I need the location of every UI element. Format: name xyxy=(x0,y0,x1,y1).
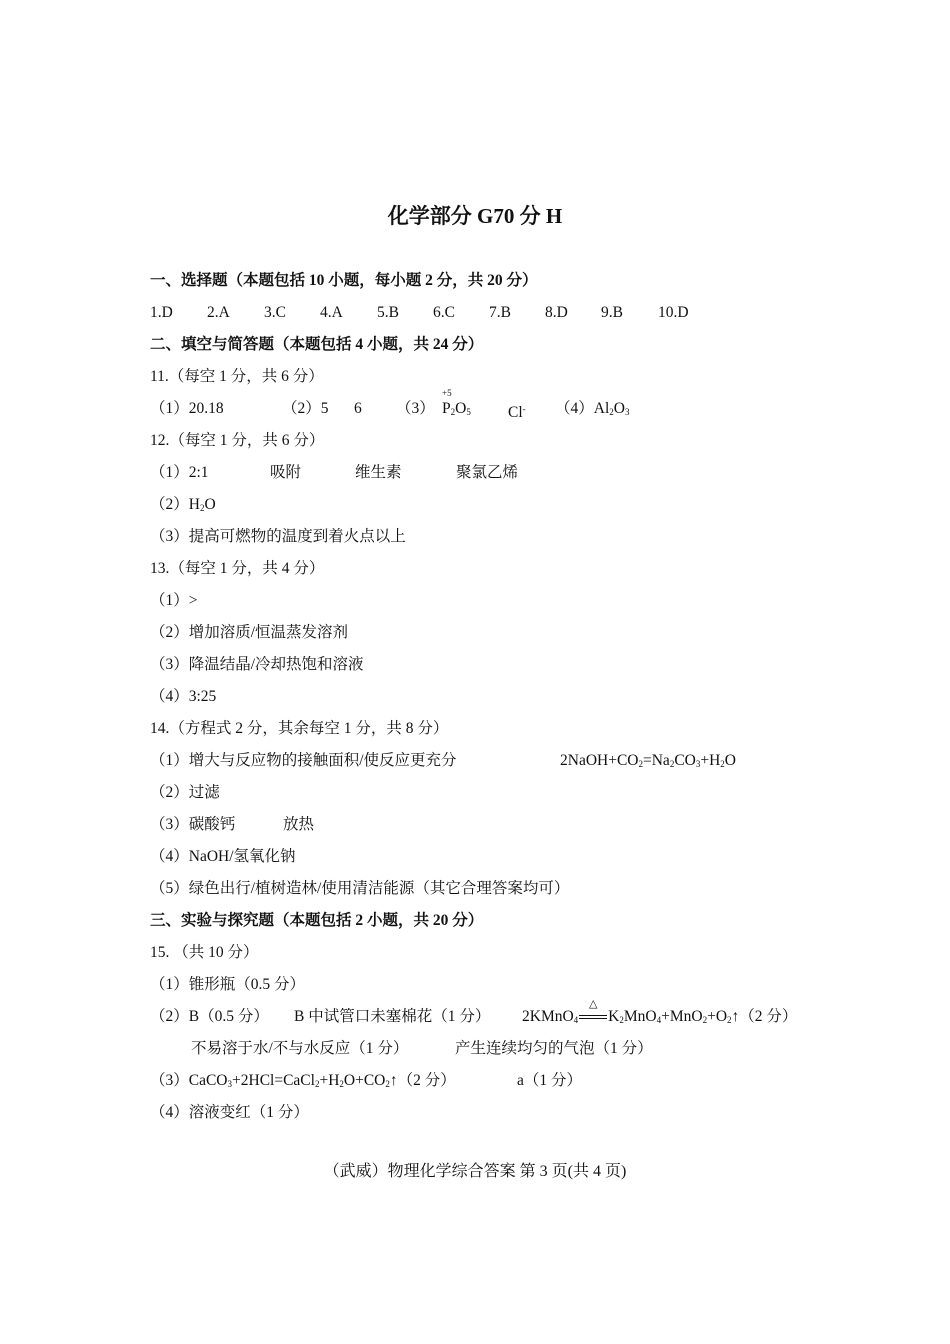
section1-heading: 一、选择题（本题包括 10 小题，每小题 2 分，共 20 分） xyxy=(150,272,538,289)
answer-6: 6.C xyxy=(433,304,455,321)
q15-caco3-equation: $(3)CaCO_3+2HCl=CaCl_2+H_2O+CO_2↑(2$ 分） xyxy=(150,1072,456,1089)
section2-heading: 二、填空与简答题（本题包括 4 小题，共 24 分） xyxy=(150,336,484,353)
q13-heading: 13.（每空 1 分，共 4 分） xyxy=(150,560,325,577)
page-footer: （武威）物理化学综合答案 第 3 页(共 4 页) xyxy=(323,1163,627,1180)
q12-line2: $(2)H_2O$ xyxy=(150,496,216,513)
answer-1: 1.D xyxy=(150,304,173,321)
valence-mark: +5 xyxy=(442,388,452,398)
answer-7: 7.B xyxy=(489,304,511,321)
page-title: 化学部分 G70 分 H xyxy=(387,204,563,228)
q12-line3: （3）提高可燃物的温度到着火点以上 xyxy=(150,528,406,545)
answer-2: 2.A xyxy=(207,304,230,321)
q11-part2b: 6 xyxy=(354,400,362,417)
q13-line2: （2）增加溶质/恒温蒸发溶剂 xyxy=(150,624,349,641)
answer-4: 4.A xyxy=(320,304,343,321)
q13-line4: （4）3:25 xyxy=(150,688,217,705)
q11-formula-p2o5: +5 $P_2O_5$ xyxy=(442,399,471,422)
answer-10: 10.D xyxy=(658,304,689,321)
q15-line1: （1）锥形瓶（0.5 分） xyxy=(150,976,306,993)
q11-part1: （1）20.18 xyxy=(150,400,224,417)
q14-heading: 14.（方程式 2 分，其余每空 1 分，共 8 分） xyxy=(150,720,449,737)
q11-part3: （3） xyxy=(396,400,435,417)
q14-equation: $2NaOH+CO_2=Na_2CO_3+H_2O$ xyxy=(560,752,736,769)
answer-8: 8.D xyxy=(545,304,568,321)
q13-line1: （1）> xyxy=(150,592,198,609)
q15-kmno4-equation: 2KMnO$_4$ △ $K_2MnO_4+MnO_2+O_2↑(2$ 分） xyxy=(522,998,798,1025)
answer-9: 9.B xyxy=(601,304,623,321)
q11-heading: 11.（每空 1 分，共 6 分） xyxy=(150,368,324,385)
q15-line4: （4）溶液变红（1 分） xyxy=(150,1104,309,1121)
q12-heading: 12.（每空 1 分，共 6 分） xyxy=(150,432,325,449)
q13-line3: （3）降温结晶/冷却热饱和溶液 xyxy=(150,656,364,673)
q11-part2a: （2）5 xyxy=(282,400,329,417)
answer-5: 5.B xyxy=(377,304,399,321)
section3-heading: 三、实验与探究题（本题包括 2 小题，共 20 分） xyxy=(150,912,484,929)
heat-condition: △ xyxy=(578,1007,608,1027)
q11-part4: $(4)Al_2O_3$ xyxy=(555,400,630,417)
q11-chloride-ion: Cl- xyxy=(508,404,526,421)
q15-heading: 15. （共 10 分） xyxy=(150,944,259,961)
answer-3: 3.C xyxy=(264,304,286,321)
q14-line5: （5）绿色出行/植树造林/使用清洁能源（其它合理答案均可） xyxy=(150,880,570,897)
q14-line4: （4）NaOH/氢氧化钠 xyxy=(150,848,296,865)
q14-line2: （2）过滤 xyxy=(150,784,220,801)
